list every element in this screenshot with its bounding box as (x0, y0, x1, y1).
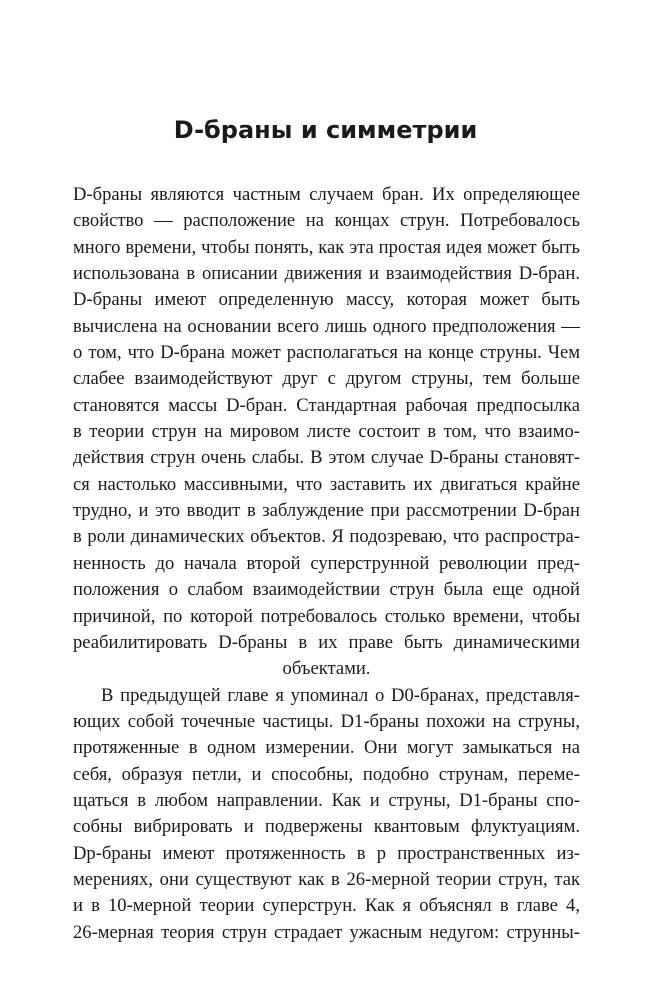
text-line-paragraph-end: объектами. (282, 658, 371, 680)
text-line: использована в описании движения и взаимодействия D-бран. (73, 263, 580, 285)
text-line: действия струн очень слабы. В этом случае D-браны становят- (73, 447, 580, 469)
text-line: становятся массы D-бран. Стандартная рабочая предпосылка (73, 394, 580, 416)
text-line: Dp-браны имеют протяженность в p пространственных из- (73, 842, 580, 864)
text-line: себя, образуя петли, и способны, подобно струнам, переме- (73, 763, 580, 785)
text-line: ненность до начала второй суперструнной революции пред- (73, 552, 580, 574)
text-line: в теории струн на мировом листе состоит в том, что взаимо- (73, 421, 580, 443)
text-line: реабилитировать D-браны в их праве быть динамическими (73, 631, 580, 653)
text-line: и в 10-мерной теории суперструн. Как я объяснял в главе 4, (73, 895, 580, 917)
text-line: вычислена на основании всего лишь одного предположения — (73, 315, 580, 337)
text-line: положения о слабом взаимодействии струн была еще одной (73, 579, 580, 601)
text-line: собны вибрировать и подвержены квантовым флуктуациям. (73, 816, 580, 838)
text-line: ся настолько массивными, что заставить их двигаться крайне (73, 473, 580, 495)
text-line: слабее взаимодействуют друг с другом струны, тем больше (73, 368, 580, 390)
text-line: протяженные в одном измерении. Они могут замыкаться на (73, 737, 580, 759)
text-line: о том, что D-брана может располагаться на конце струны. Чем (73, 342, 580, 364)
text-line: D-браны являются частным случаем бран. Их определяющее (73, 184, 580, 205)
text-line: мерениях, они существуют как в 26-мерной теории струн, так (73, 868, 580, 890)
text-line: причиной, по которой потребовалось столько времени, чтобы (73, 605, 580, 627)
text-line: D-браны имеют определенную массу, которая может быть (73, 289, 580, 311)
text-line: свойство — расположение на концах струн. Потребовалось (73, 210, 580, 232)
text-line: ющих собой точечные частицы. D1-браны похожи на струны, (73, 710, 580, 732)
text-line-paragraph-start: В предыдущей главе я упоминал о D0-бранах, представля- (101, 684, 580, 706)
text-line: в роли динамических объектов. Я подозреваю, что распростра- (73, 526, 580, 548)
text-line: 26-мерная теория струн страдает ужасным недугом: струнны- (73, 921, 580, 943)
text-line: много времени, чтобы понять, как эта простая идея может быть (73, 236, 580, 258)
text-line: трудно, и это вводит в заблуждение при рассмотрении D-бран (73, 500, 580, 522)
body-text (73, 182, 580, 946)
section-heading: D-браны и симметрии (173, 116, 478, 144)
text-line: щаться в любом направлении. Как и струны, D1-браны спо- (73, 789, 580, 811)
